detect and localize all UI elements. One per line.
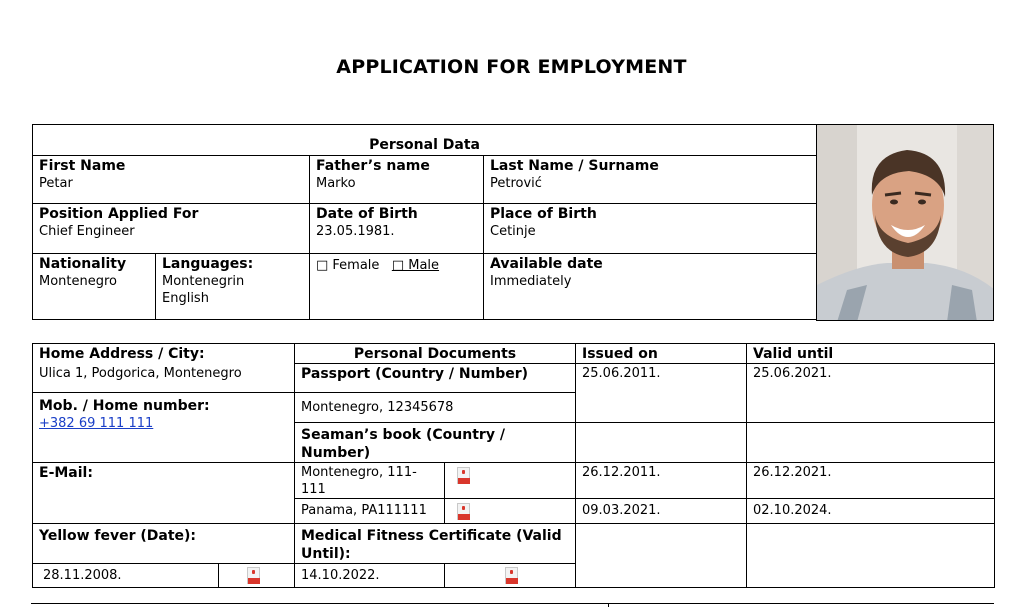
next-table-divider [608, 603, 609, 607]
medical-label: Medical Fitness Certificate (Valid Until): [301, 528, 562, 562]
seaman-2-value: Panama, PA111111 [301, 503, 427, 518]
medical-value-cell [295, 564, 445, 588]
seaman-1-valid-cell [747, 463, 995, 499]
position-cell [33, 204, 310, 254]
gender-cell [310, 254, 484, 320]
dob-cell [310, 204, 484, 254]
seaman-1-value: Montenegro, 111-111 [301, 465, 417, 497]
personal-data-header: Personal Data [369, 137, 480, 153]
passport-value-cell [295, 393, 576, 423]
pob-cell [484, 204, 817, 254]
yellow-fever-value-cell [33, 564, 219, 588]
seaman-label-cell [295, 423, 576, 463]
email-label: E-Mail: [39, 465, 93, 481]
medical-blank-valid [747, 524, 995, 588]
position-value: Chief Engineer [39, 224, 135, 239]
nationality-label: Nationality [39, 256, 127, 272]
passport-valid-cell [747, 364, 995, 423]
issued-on-header: Issued on [582, 346, 658, 362]
valid-header-cell [747, 344, 995, 364]
yellow-fever-value: 28.11.2008. [43, 568, 122, 583]
valid-until-header: Valid until [753, 346, 834, 362]
medical-pdf-cell [445, 564, 576, 588]
yellow-fever-cell [33, 524, 295, 564]
first-name-label: First Name [39, 158, 126, 174]
last-name-label: Last Name / Surname [490, 158, 659, 174]
address-cell [33, 344, 295, 364]
passport-value: Montenegro, 12345678 [301, 400, 454, 415]
address-value-cell [33, 364, 295, 393]
seaman-1-issued: 26.12.2011. [582, 465, 661, 480]
seaman-2-issued: 09.03.2021. [582, 503, 661, 518]
passport-valid: 25.06.2021. [753, 366, 832, 381]
available-label: Available date [490, 256, 603, 272]
documents-table [32, 343, 995, 588]
yellow-fever-pdf-cell [219, 564, 295, 588]
seaman-2-issued-cell [576, 499, 747, 524]
pdf-file-icon[interactable] [457, 467, 471, 485]
seaman-1-valid: 26.12.2021. [753, 465, 832, 480]
last-name-cell [484, 156, 817, 204]
male-option[interactable]: □ Male [391, 258, 440, 273]
phone-link[interactable]: +382 69 111 111 [39, 416, 154, 431]
phone-cell [33, 393, 295, 463]
pdf-file-icon[interactable] [505, 567, 519, 585]
available-cell [484, 254, 817, 320]
next-table-top-border [31, 603, 994, 608]
personal-documents-header: Personal Documents [353, 346, 517, 362]
language-2: English [162, 291, 209, 306]
medical-label-cell [295, 524, 576, 564]
position-label: Position Applied For [39, 206, 199, 222]
available-value: Immediately [490, 274, 572, 289]
passport-issued: 25.06.2011. [582, 366, 661, 381]
seaman-1-issued-cell [576, 463, 747, 499]
seaman-2-pdf-cell [445, 499, 576, 524]
phone-label: Mob. / Home number: [39, 398, 210, 414]
seaman-label: Seaman’s book (Country / Number) [301, 427, 505, 461]
page-title: APPLICATION FOR EMPLOYMENT [336, 56, 687, 78]
dob-label: Date of Birth [316, 206, 418, 222]
pob-label: Place of Birth [490, 206, 597, 222]
seaman-blank-issued [576, 423, 747, 463]
pdf-file-icon[interactable] [457, 503, 471, 521]
applicant-photo [816, 124, 994, 321]
seaman-1-cell [295, 463, 445, 499]
father-name-cell [310, 156, 484, 204]
languages-label: Languages: [162, 256, 254, 272]
nationality-cell [33, 254, 156, 320]
yellow-fever-label: Yellow fever (Date): [39, 528, 197, 544]
father-name-label: Father’s name [316, 158, 430, 174]
passport-issued-cell [576, 364, 747, 423]
issued-header-cell [576, 344, 747, 364]
seaman-2-cell [295, 499, 445, 524]
email-cell [33, 463, 295, 524]
nationality-value: Montenegro [39, 274, 118, 289]
docs-header-cell [295, 344, 576, 364]
seaman-2-valid-cell [747, 499, 995, 524]
first-name-value: Petar [39, 176, 73, 191]
personal-data-table [32, 124, 817, 320]
seaman-1-pdf-cell [445, 463, 576, 499]
medical-value: 14.10.2022. [301, 568, 380, 583]
seaman-2-valid: 02.10.2024. [753, 503, 832, 518]
dob-value: 23.05.1981. [316, 224, 395, 239]
pdf-file-icon[interactable] [247, 567, 261, 585]
passport-label: Passport (Country / Number) [301, 366, 529, 382]
father-name-value: Marko [316, 176, 356, 191]
first-name-cell [33, 156, 310, 204]
languages-cell [156, 254, 310, 320]
medical-blank-issued [576, 524, 747, 588]
seaman-blank-valid [747, 423, 995, 463]
address-label: Home Address / City: [39, 346, 205, 362]
passport-label-cell [295, 364, 576, 393]
female-option[interactable]: □ Female [316, 258, 380, 273]
last-name-value: Petrović [490, 176, 542, 191]
pob-value: Cetinje [490, 224, 536, 239]
address-value: Ulica 1, Podgorica, Montenegro [39, 365, 242, 381]
language-1: Montenegrin [162, 274, 245, 289]
